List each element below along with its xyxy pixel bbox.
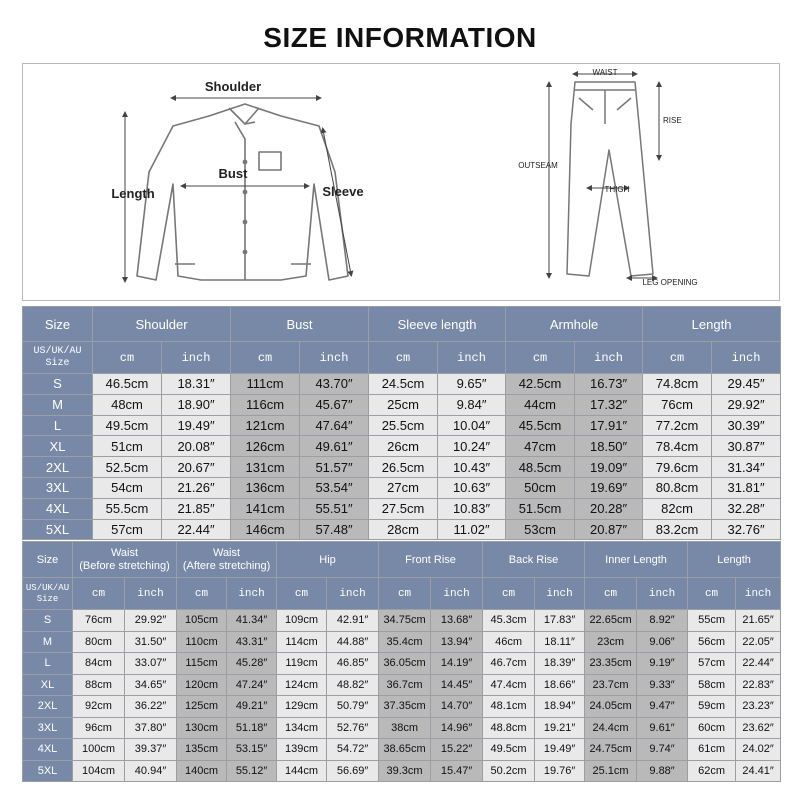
column-group-header: Sleeve length: [369, 307, 506, 342]
cm-value-cell: 44cm: [506, 394, 575, 415]
cm-value-cell: 27cm: [369, 477, 438, 498]
inch-value-cell: 9.65″: [438, 374, 506, 395]
cm-value-cell: 136cm: [231, 477, 300, 498]
cm-value-cell: 24.4cm: [585, 717, 637, 739]
size-header: Size: [23, 542, 73, 578]
cm-value-cell: 53cm: [506, 519, 575, 540]
size-cell: 4XL: [23, 498, 93, 519]
cm-value-cell: 74.8cm: [643, 374, 712, 395]
cm-value-cell: 49.5cm: [483, 739, 535, 761]
unit-header-row: [23, 578, 781, 610]
cm-value-cell: 57cm: [93, 519, 162, 540]
inch-value-cell: 47.64″: [300, 415, 369, 436]
size-cell: 2XL: [23, 457, 93, 478]
inch-value-cell: 20.87″: [575, 519, 643, 540]
cm-value-cell: 114cm: [277, 631, 327, 653]
inch-value-cell: 19.69″: [575, 477, 643, 498]
size-cell: XL: [23, 436, 93, 457]
cm-value-cell: 48cm: [93, 394, 162, 415]
inch-value-cell: 9.84″: [438, 394, 506, 415]
unit-header: inch: [227, 578, 277, 610]
inch-value-cell: 17.32″: [575, 394, 643, 415]
unit-header: inch: [637, 578, 688, 610]
unit-header: inch: [327, 578, 379, 610]
inch-value-cell: 34.65″: [125, 674, 177, 696]
inch-value-cell: 20.67″: [162, 457, 231, 478]
inch-value-cell: 17.83″: [535, 610, 585, 632]
inch-value-cell: 14.19″: [431, 653, 483, 675]
cm-value-cell: 130cm: [177, 717, 227, 739]
inch-value-cell: 18.50″: [575, 436, 643, 457]
cm-value-cell: 35.4cm: [379, 631, 431, 653]
table-row: [23, 436, 781, 457]
inch-value-cell: 24.41″: [736, 760, 781, 782]
inch-value-cell: 22.44″: [736, 653, 781, 675]
inch-value-cell: 43.70″: [300, 374, 369, 395]
pants-illustration: [567, 82, 653, 276]
group-label: Waist: [212, 546, 241, 559]
inch-value-cell: 53.15″: [227, 739, 277, 761]
inch-value-cell: 9.88″: [637, 760, 688, 782]
cm-value-cell: 100cm: [73, 739, 125, 761]
inch-value-cell: 18.39″: [535, 653, 585, 675]
unit-header: inch: [125, 578, 177, 610]
cm-value-cell: 105cm: [177, 610, 227, 632]
inch-value-cell: 11.02″: [438, 519, 506, 540]
cm-value-cell: 60cm: [688, 717, 736, 739]
cm-value-cell: 135cm: [177, 739, 227, 761]
table-row: [23, 631, 781, 653]
size-sub-header: [23, 342, 93, 374]
size-cell: L: [23, 415, 93, 436]
table-row: [23, 374, 781, 395]
cm-value-cell: 55.5cm: [93, 498, 162, 519]
unit-header: cm: [688, 578, 736, 610]
inch-value-cell: 56.69″: [327, 760, 379, 782]
cm-value-cell: 61cm: [688, 739, 736, 761]
unit-header: cm: [93, 342, 162, 374]
column-group-header: Bust: [231, 307, 369, 342]
inch-value-cell: 19.21″: [535, 717, 585, 739]
cm-value-cell: 92cm: [73, 696, 125, 718]
column-group-header: [177, 542, 277, 578]
cm-value-cell: 38.65cm: [379, 739, 431, 761]
rise-label: RISE: [663, 116, 682, 125]
unit-header: cm: [73, 578, 125, 610]
cm-value-cell: 25.5cm: [369, 415, 438, 436]
cm-value-cell: 111cm: [231, 374, 300, 395]
cm-value-cell: 23.7cm: [585, 674, 637, 696]
waist-label: WAIST: [592, 68, 618, 77]
inch-value-cell: 33.07″: [125, 653, 177, 675]
table-row: [23, 498, 781, 519]
size-cell: M: [23, 394, 93, 415]
inch-value-cell: 32.28″: [712, 498, 781, 519]
sleeve-label: Sleeve: [322, 184, 364, 199]
cm-value-cell: 84cm: [73, 653, 125, 675]
cm-value-cell: 23cm: [585, 631, 637, 653]
cm-value-cell: 51.5cm: [506, 498, 575, 519]
unit-header: cm: [277, 578, 327, 610]
cm-value-cell: 79.6cm: [643, 457, 712, 478]
inch-value-cell: 53.54″: [300, 477, 369, 498]
size-cell: S: [23, 610, 73, 632]
cm-value-cell: 139cm: [277, 739, 327, 761]
inch-value-cell: 21.65″: [736, 610, 781, 632]
inch-value-cell: 9.61″: [637, 717, 688, 739]
size-cell: M: [23, 631, 73, 653]
inch-value-cell: 19.49″: [535, 739, 585, 761]
table-row: [23, 415, 781, 436]
inch-value-cell: 51.57″: [300, 457, 369, 478]
unit-header: cm: [483, 578, 535, 610]
column-group-header: Inner Length: [585, 542, 688, 578]
inch-value-cell: 49.21″: [227, 696, 277, 718]
inch-value-cell: 21.26″: [162, 477, 231, 498]
table-header-row: [23, 542, 781, 578]
unit-header: cm: [231, 342, 300, 374]
table-row: [23, 610, 781, 632]
cm-value-cell: 34.75cm: [379, 610, 431, 632]
column-group-header: Shoulder: [93, 307, 231, 342]
cm-value-cell: 50.2cm: [483, 760, 535, 782]
inch-value-cell: 16.73″: [575, 374, 643, 395]
cm-value-cell: 25.1cm: [585, 760, 637, 782]
cm-value-cell: 59cm: [688, 696, 736, 718]
inch-value-cell: 29.92″: [125, 610, 177, 632]
inch-value-cell: 48.82″: [327, 674, 379, 696]
cm-value-cell: 47cm: [506, 436, 575, 457]
cm-value-cell: 82cm: [643, 498, 712, 519]
size-sub-header: [23, 578, 73, 610]
inch-value-cell: 9.19″: [637, 653, 688, 675]
table-header-row: [23, 307, 781, 342]
unit-header: cm: [506, 342, 575, 374]
inch-value-cell: 40.94″: [125, 760, 177, 782]
cm-value-cell: 51cm: [93, 436, 162, 457]
size-cell: XL: [23, 674, 73, 696]
cm-value-cell: 121cm: [231, 415, 300, 436]
inch-value-cell: 19.76″: [535, 760, 585, 782]
cm-value-cell: 42.5cm: [506, 374, 575, 395]
inch-value-cell: 22.44″: [162, 519, 231, 540]
cm-value-cell: 36.05cm: [379, 653, 431, 675]
cm-value-cell: 109cm: [277, 610, 327, 632]
unit-header: cm: [369, 342, 438, 374]
cm-value-cell: 28cm: [369, 519, 438, 540]
column-group-header: Length: [688, 542, 781, 578]
group-sub-label: (Aftere stretching): [182, 559, 271, 572]
inch-value-cell: 14.96″: [431, 717, 483, 739]
group-label: Waist: [110, 546, 139, 559]
inch-value-cell: 20.28″: [575, 498, 643, 519]
measurement-diagram: [22, 63, 780, 301]
inch-value-cell: 13.68″: [431, 610, 483, 632]
cm-value-cell: 78.4cm: [643, 436, 712, 457]
cm-value-cell: 83.2cm: [643, 519, 712, 540]
cm-value-cell: 110cm: [177, 631, 227, 653]
inch-value-cell: 36.22″: [125, 696, 177, 718]
cm-value-cell: 25cm: [369, 394, 438, 415]
size-cell: 5XL: [23, 519, 93, 540]
size-cell: 2XL: [23, 696, 73, 718]
table-row: [23, 394, 781, 415]
cm-value-cell: 52.5cm: [93, 457, 162, 478]
inch-value-cell: 45.67″: [300, 394, 369, 415]
size-cell: 4XL: [23, 739, 73, 761]
inch-value-cell: 14.70″: [431, 696, 483, 718]
cm-value-cell: 80cm: [73, 631, 125, 653]
unit-header: cm: [643, 342, 712, 374]
size-sub-label: US/UK/AU Size: [25, 582, 70, 604]
inch-value-cell: 46.85″: [327, 653, 379, 675]
pants-measure-lines: [549, 74, 659, 278]
inch-value-cell: 51.18″: [227, 717, 277, 739]
cm-value-cell: 49.5cm: [93, 415, 162, 436]
cm-value-cell: 62cm: [688, 760, 736, 782]
inch-value-cell: 13.94″: [431, 631, 483, 653]
inch-value-cell: 22.05″: [736, 631, 781, 653]
inch-value-cell: 23.62″: [736, 717, 781, 739]
inch-value-cell: 32.76″: [712, 519, 781, 540]
inch-value-cell: 57.48″: [300, 519, 369, 540]
inch-value-cell: 10.43″: [438, 457, 506, 478]
inch-value-cell: 23.23″: [736, 696, 781, 718]
inch-value-cell: 14.45″: [431, 674, 483, 696]
column-group-header: Armhole: [506, 307, 643, 342]
inch-value-cell: 24.02″: [736, 739, 781, 761]
table-row: [23, 674, 781, 696]
cm-value-cell: 23.35cm: [585, 653, 637, 675]
cm-value-cell: 58cm: [688, 674, 736, 696]
inch-value-cell: 15.47″: [431, 760, 483, 782]
inch-value-cell: 18.31″: [162, 374, 231, 395]
leg-opening-label: LEG OPENING: [642, 278, 698, 287]
inch-value-cell: 31.50″: [125, 631, 177, 653]
unit-header: cm: [379, 578, 431, 610]
inch-value-cell: 41.34″: [227, 610, 277, 632]
cm-value-cell: 80.8cm: [643, 477, 712, 498]
inch-value-cell: 9.33″: [637, 674, 688, 696]
inch-value-cell: 29.45″: [712, 374, 781, 395]
cm-value-cell: 56cm: [688, 631, 736, 653]
cm-value-cell: 88cm: [73, 674, 125, 696]
bust-label: Bust: [218, 166, 248, 181]
inch-value-cell: 55.12″: [227, 760, 277, 782]
table-row: [23, 653, 781, 675]
inch-value-cell: 47.24″: [227, 674, 277, 696]
inch-value-cell: 10.63″: [438, 477, 506, 498]
inch-value-cell: 43.31″: [227, 631, 277, 653]
inch-value-cell: 18.90″: [162, 394, 231, 415]
outseam-label: OUTSEAM: [518, 161, 558, 170]
inch-value-cell: 8.92″: [637, 610, 688, 632]
cm-value-cell: 36.7cm: [379, 674, 431, 696]
inch-value-cell: 19.49″: [162, 415, 231, 436]
length-label: Length: [111, 186, 155, 201]
column-group-header: Length: [643, 307, 781, 342]
cm-value-cell: 24.5cm: [369, 374, 438, 395]
cm-value-cell: 22.65cm: [585, 610, 637, 632]
inch-value-cell: 45.28″: [227, 653, 277, 675]
inch-value-cell: 10.83″: [438, 498, 506, 519]
inch-value-cell: 9.47″: [637, 696, 688, 718]
inch-value-cell: 9.74″: [637, 739, 688, 761]
table-row: [23, 739, 781, 761]
size-cell: 3XL: [23, 477, 93, 498]
inch-value-cell: 50.79″: [327, 696, 379, 718]
inch-value-cell: 31.81″: [712, 477, 781, 498]
size-header: Size: [23, 307, 93, 342]
column-group-header: [73, 542, 177, 578]
cm-value-cell: 131cm: [231, 457, 300, 478]
size-cell: 5XL: [23, 760, 73, 782]
inch-value-cell: 31.34″: [712, 457, 781, 478]
cm-value-cell: 46.7cm: [483, 653, 535, 675]
cm-value-cell: 115cm: [177, 653, 227, 675]
cm-value-cell: 46cm: [483, 631, 535, 653]
unit-header: cm: [177, 578, 227, 610]
size-cell: 3XL: [23, 717, 73, 739]
inch-value-cell: 9.06″: [637, 631, 688, 653]
table-row: [23, 477, 781, 498]
inch-value-cell: 17.91″: [575, 415, 643, 436]
pants-size-table: [22, 541, 781, 782]
cm-value-cell: 50cm: [506, 477, 575, 498]
inch-value-cell: 20.08″: [162, 436, 231, 457]
unit-header: inch: [431, 578, 483, 610]
inch-value-cell: 18.66″: [535, 674, 585, 696]
unit-header: inch: [575, 342, 643, 374]
column-group-header: Front Rise: [379, 542, 483, 578]
cm-value-cell: 146cm: [231, 519, 300, 540]
cm-value-cell: 26cm: [369, 436, 438, 457]
unit-header: inch: [438, 342, 506, 374]
cm-value-cell: 116cm: [231, 394, 300, 415]
table-row: [23, 457, 781, 478]
cm-value-cell: 140cm: [177, 760, 227, 782]
cm-value-cell: 134cm: [277, 717, 327, 739]
page-title: SIZE INFORMATION: [263, 22, 537, 53]
table-row: [23, 717, 781, 739]
cm-value-cell: 129cm: [277, 696, 327, 718]
cm-value-cell: 46.5cm: [93, 374, 162, 395]
inch-value-cell: 18.11″: [535, 631, 585, 653]
size-sub-label: US/UK/AU Size: [33, 345, 82, 369]
unit-header: cm: [585, 578, 637, 610]
unit-header: inch: [162, 342, 231, 374]
unit-header: inch: [736, 578, 781, 610]
cm-value-cell: 27.5cm: [369, 498, 438, 519]
column-group-header: Hip: [277, 542, 379, 578]
size-cell: L: [23, 653, 73, 675]
cm-value-cell: 39.3cm: [379, 760, 431, 782]
thigh-label: THIGH: [604, 185, 630, 194]
inch-value-cell: 10.04″: [438, 415, 506, 436]
cm-value-cell: 54cm: [93, 477, 162, 498]
inch-value-cell: 55.51″: [300, 498, 369, 519]
inch-value-cell: 39.37″: [125, 739, 177, 761]
size-cell: S: [23, 374, 93, 395]
group-sub-label: (Before stretching): [79, 559, 170, 572]
cm-value-cell: 45.5cm: [506, 415, 575, 436]
inch-value-cell: 37.80″: [125, 717, 177, 739]
cm-value-cell: 104cm: [73, 760, 125, 782]
cm-value-cell: 119cm: [277, 653, 327, 675]
cm-value-cell: 125cm: [177, 696, 227, 718]
inch-value-cell: 52.76″: [327, 717, 379, 739]
inch-value-cell: 49.61″: [300, 436, 369, 457]
cm-value-cell: 48.1cm: [483, 696, 535, 718]
column-group-header: Back Rise: [483, 542, 585, 578]
cm-value-cell: 26.5cm: [369, 457, 438, 478]
table-row: [23, 760, 781, 782]
inch-value-cell: 22.83″: [736, 674, 781, 696]
cm-value-cell: 24.75cm: [585, 739, 637, 761]
cm-value-cell: 77.2cm: [643, 415, 712, 436]
inch-value-cell: 19.09″: [575, 457, 643, 478]
cm-value-cell: 45.3cm: [483, 610, 535, 632]
unit-header: inch: [300, 342, 369, 374]
cm-value-cell: 57cm: [688, 653, 736, 675]
inch-value-cell: 54.72″: [327, 739, 379, 761]
inch-value-cell: 18.94″: [535, 696, 585, 718]
cm-value-cell: 76cm: [73, 610, 125, 632]
inch-value-cell: 42.91″: [327, 610, 379, 632]
table-row: [23, 519, 781, 540]
cm-value-cell: 124cm: [277, 674, 327, 696]
inch-value-cell: 44.88″: [327, 631, 379, 653]
inch-value-cell: 10.24″: [438, 436, 506, 457]
inch-value-cell: 29.92″: [712, 394, 781, 415]
cm-value-cell: 48.8cm: [483, 717, 535, 739]
shirt-size-table: [22, 306, 781, 540]
cm-value-cell: 37.35cm: [379, 696, 431, 718]
cm-value-cell: 47.4cm: [483, 674, 535, 696]
unit-header-row: [23, 342, 781, 374]
cm-value-cell: 55cm: [688, 610, 736, 632]
inch-value-cell: 21.85″: [162, 498, 231, 519]
unit-header: inch: [535, 578, 585, 610]
cm-value-cell: 38cm: [379, 717, 431, 739]
diagram-svg: [23, 64, 781, 302]
cm-value-cell: 76cm: [643, 394, 712, 415]
cm-value-cell: 96cm: [73, 717, 125, 739]
cm-value-cell: 120cm: [177, 674, 227, 696]
cm-value-cell: 141cm: [231, 498, 300, 519]
cm-value-cell: 144cm: [277, 760, 327, 782]
inch-value-cell: 30.87″: [712, 436, 781, 457]
table-row: [23, 696, 781, 718]
shirt-illustration: [137, 104, 348, 280]
cm-value-cell: 126cm: [231, 436, 300, 457]
inch-value-cell: 15.22″: [431, 739, 483, 761]
cm-value-cell: 48.5cm: [506, 457, 575, 478]
unit-header: inch: [712, 342, 781, 374]
cm-value-cell: 24.05cm: [585, 696, 637, 718]
inch-value-cell: 30.39″: [712, 415, 781, 436]
shoulder-label: Shoulder: [204, 79, 262, 94]
